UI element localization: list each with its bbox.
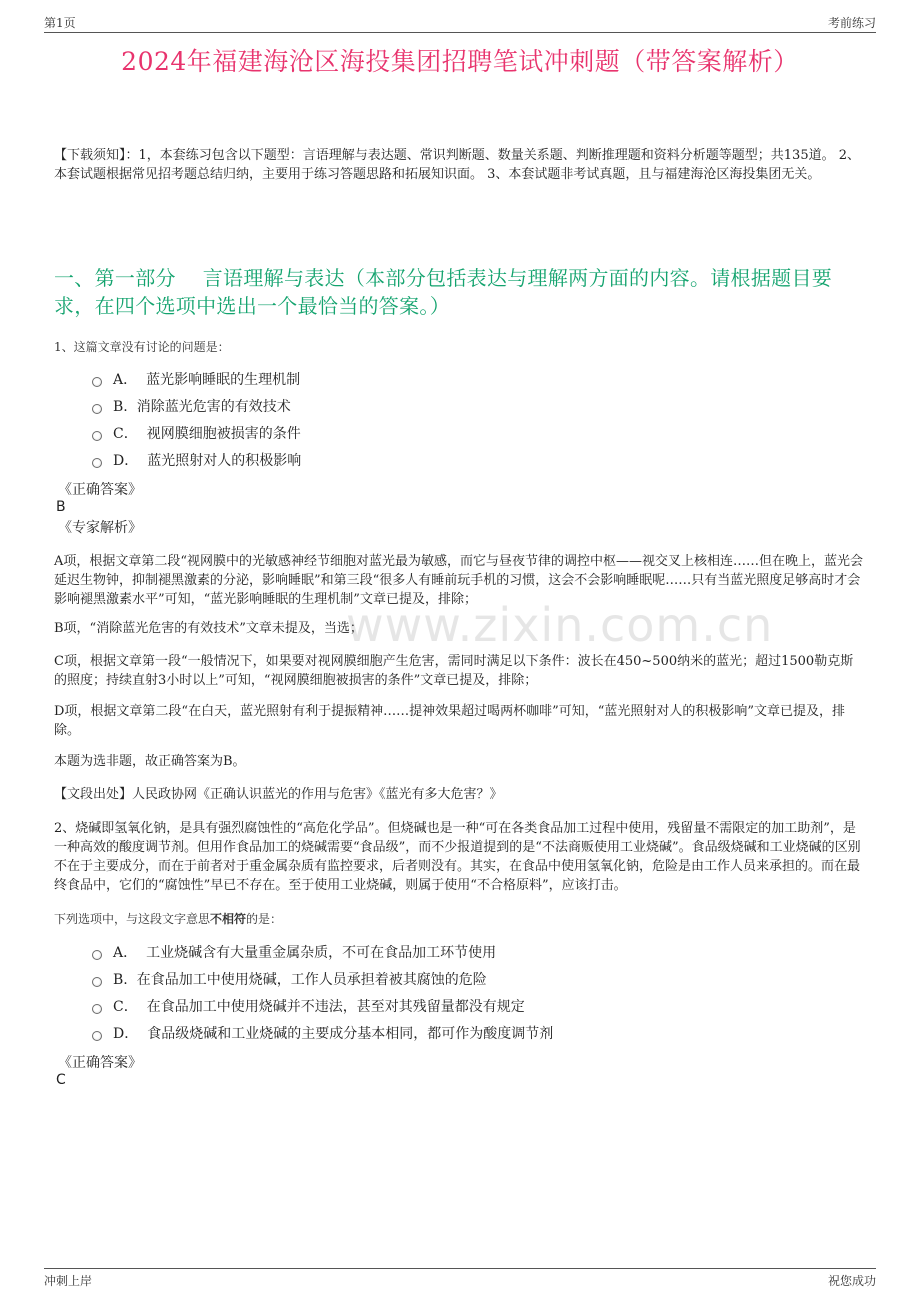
option-letter: A． <box>113 372 138 388</box>
radio-icon[interactable] <box>92 377 102 387</box>
option-text: 在食品加工中使用烧碱，工作人员承担着被其腐蚀的危险 <box>136 972 487 988</box>
q1-option-c[interactable] <box>92 424 301 444</box>
option-letter: D． <box>113 1026 139 1042</box>
radio-icon[interactable] <box>92 1031 102 1041</box>
radio-icon[interactable] <box>92 977 102 987</box>
stem-emphasis: 不相符 <box>210 912 247 926</box>
question-1-stem: 1、这篇文章没有讨论的问题是： <box>54 340 230 354</box>
q1-source: 【文段出处】人民政协网《正确认识蓝光的作用与危害》《蓝光有多大危害？》 <box>54 787 503 802</box>
q1-analysis-c: C项，根据文章第一段“一般情况下，如果要对视网膜细胞产生危害，需同时满足以下条件：波长在450~500纳米的蓝光；超过1500勒克斯的照度；持续直射3小时以上”可知，“视网膜细胞被损害的条件”文章已提及，排除； <box>54 654 854 688</box>
option-text: 蓝光影响睡眠的生理机制 <box>146 372 301 388</box>
radio-icon[interactable] <box>92 950 102 960</box>
option-text: 视网膜细胞被损害的条件 <box>146 426 301 442</box>
q1-answer: B <box>56 499 66 515</box>
q1-analysis-d: D项，根据文章第二段“在白天，蓝光照射有利于提振精神……提神效果超过喝两杯咖啡”可知，“蓝光照射对人的积极影响”文章已提及，排除。 <box>54 704 846 738</box>
option-text: 蓝光照射对人的积极影响 <box>147 453 302 469</box>
footer-right: 祝您成功 <box>827 1274 876 1288</box>
footer-left: 冲刺上岸 <box>44 1274 93 1288</box>
q1-analysis-b: B项，“消除蓝光危害的有效技术”文章未提及，当选； <box>54 621 363 636</box>
option-letter: C． <box>113 426 138 442</box>
header-tag: 考前练习 <box>827 16 876 30</box>
option-letter: A． <box>113 945 138 961</box>
option-text: 食品级烧碱和工业烧碱的主要成分基本相同，都可作为酸度调节剂 <box>147 1026 554 1042</box>
option-letter: B. <box>113 399 128 415</box>
radio-icon[interactable] <box>92 458 102 468</box>
header-rule <box>44 32 876 33</box>
option-text: 在食品加工中使用烧碱并不违法，甚至对其残留量都没有规定 <box>146 999 525 1015</box>
section-heading: 一、第一部分 言语理解与表达（本部分包括表达与理解两方面的内容。请根据题目要求，在四个选项中选出一个最恰当的答案。） <box>54 266 833 318</box>
question-2-stem <box>54 910 282 928</box>
q1-option-a[interactable] <box>92 370 300 390</box>
watermark: www.zixin.com.cn <box>346 598 774 652</box>
page-number: 第1页 <box>44 16 76 30</box>
option-text: 工业烧碱含有大量重金属杂质，不可在食品加工环节使用 <box>146 945 497 961</box>
q2-option-a[interactable] <box>92 943 496 963</box>
q2-option-d[interactable] <box>92 1024 553 1044</box>
q2-answer-label: 《正确答案》 <box>58 1055 142 1071</box>
option-letter: C． <box>113 999 138 1015</box>
q1-analysis-label: 《专家解析》 <box>58 520 142 536</box>
q2-option-b[interactable] <box>92 970 487 990</box>
q1-option-d[interactable] <box>92 451 301 471</box>
radio-icon[interactable] <box>92 431 102 441</box>
footer-rule <box>44 1268 876 1269</box>
question-2-passage: 2、烧碱即氢氧化钠，是具有强烈腐蚀性的“高危化学品”。但烧碱也是一种“可在各类食品加工过程中使用，残留量不需限定的加工助剂”，是一种高效的酸度调节剂。但用作食品加工的烧碱需要“食品级”，而不少报道提到的是“不法商贩使用工业烧碱”。食品级烧碱和工业烧碱的区别不在于主要成分，而在于前者对于重金属杂质有监控要求，后者则没有。其实，在食品中使用氢氧化钠，危险是由工作人员来承担的。而在最终食品中，它们的“腐蚀性”早已不存在。至于使用工业烧碱，则属于使用“不合格原料”，应该打击。 <box>54 821 861 893</box>
radio-icon[interactable] <box>92 404 102 414</box>
download-notice: 【下载须知】：1，本套练习包含以下题型：言语理解与表达题、常识判断题、数量关系题、判断推理题和资料分析题等题型；共135道。 2、本套试题根据常见招考题总结归纳，主要用于练习答题思路和拓展知识面。 3、本套试题非考试真题，且与福建海沧区海投集团无关。 <box>54 148 860 182</box>
q2-option-c[interactable] <box>92 997 525 1017</box>
option-letter: B. <box>113 972 128 988</box>
radio-icon[interactable] <box>92 1004 102 1014</box>
q1-conclusion: 本题为选非题，故正确答案为B。 <box>54 754 246 769</box>
q2-answer: C <box>56 1072 66 1088</box>
option-text: 消除蓝光危害的有效技术 <box>136 399 291 415</box>
q1-option-b[interactable] <box>92 397 291 417</box>
q1-answer-label: 《正确答案》 <box>58 482 142 498</box>
option-letter: D． <box>113 453 139 469</box>
stem-suffix: 的是： <box>246 912 283 926</box>
stem-prefix: 下列选项中，与这段文字意思 <box>54 912 211 926</box>
page-title: 2024年福建海沧区海投集团招聘笔试冲刺题（带答案解析） <box>121 47 799 76</box>
q1-analysis-a: A项，根据文章第二段“视网膜中的光敏感神经节细胞对蓝光最为敏感，而它与昼夜节律的调控中枢——视交叉上核相连……但在晚上，蓝光会延迟生物钟，抑制褪黑激素的分泌，影响睡眠”和第三段“很多人有睡前玩手机的习惯，这会不会影响睡眠呢……只有当蓝光照度足够高时才会影响褪黑激素水平”可知，“蓝光影响睡眠的生理机制”文章已提及，排除； <box>54 554 864 607</box>
